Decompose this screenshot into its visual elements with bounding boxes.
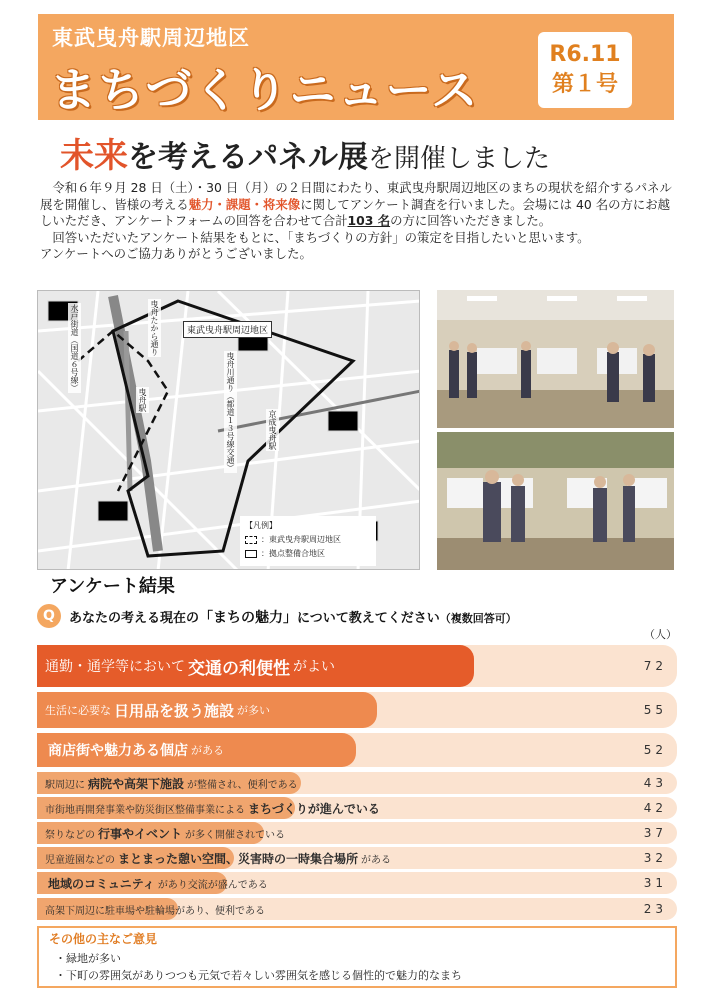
- intro-text: [40, 180, 676, 263]
- survey-bar-value: 43: [643, 776, 667, 790]
- issue-number: 第１号: [551, 72, 618, 97]
- survey-bar-label: 駅周辺に 病院や高架下施設 が整備され、便利である: [45, 776, 298, 791]
- legend-item-district: ：東武曳舟駅周辺地区: [245, 533, 371, 547]
- opinion-item: ・緑地が多い: [55, 952, 121, 965]
- survey-bar-row: [37, 822, 677, 844]
- survey-bar-row: [37, 847, 677, 869]
- unit-label: （人）: [644, 628, 677, 641]
- survey-bar-label: 祭りなどの 行事やイベント が多く開催されている: [45, 826, 286, 841]
- survey-bar-value: 31: [643, 876, 667, 890]
- opinion-item: ・下町の雰囲気がありつつも元気で若々しい雰囲気を感じる個性的で魅力的なまち: [55, 969, 462, 982]
- exhibition-photo-2: [437, 432, 674, 570]
- other-opinions-title: その他の主なご意見: [49, 932, 158, 946]
- intro-total-count: 103 名: [347, 213, 391, 228]
- intro-paragraph-2: 回答いただいたアンケート結果をもとに、「まちづくりの方針」の策定を目指したいと思います。: [40, 229, 590, 245]
- survey-bar-row: [37, 733, 677, 767]
- survey-bar-row: [37, 772, 677, 794]
- survey-bar-label: 商店街や魅力ある個店 がある: [48, 743, 224, 759]
- survey-bar-row: [37, 872, 677, 894]
- issue-badge: [536, 30, 634, 110]
- survey-bar-row: [37, 797, 677, 819]
- map-station-label-1: 曳舟駅: [138, 388, 147, 412]
- survey-bar-value: 42: [643, 801, 667, 815]
- issue-date: R6.11: [549, 42, 621, 67]
- map-legend: [240, 516, 376, 566]
- survey-bar-label: 児童遊園などの まとまった憩い空間、災害時の一時集合場所 がある: [45, 851, 392, 866]
- survey-bar-label: 高架下周辺に駐車場や駐輪場があり、便利である: [45, 905, 265, 917]
- survey-bar-value: 23: [643, 902, 667, 916]
- headline-tail: を開催しました: [368, 144, 551, 174]
- headline-accent: 未来: [60, 136, 128, 176]
- question-icon: Q: [37, 604, 61, 628]
- survey-question: [37, 604, 677, 628]
- map-road-label-3: 曳舟川通り（都道１３号線交通）: [226, 352, 235, 472]
- photo-illustration: [437, 432, 674, 570]
- survey-bar-label: 市街地再開発事業や防災街区整備事業による まちづくりが進んでいる: [45, 801, 380, 816]
- masthead-subtitle: 東武曳舟駅周辺地区: [52, 26, 250, 50]
- legend-item-hub: ：拠点整備合地区: [245, 547, 371, 561]
- survey-bar-row: [37, 692, 677, 728]
- survey-bar-row: [37, 645, 677, 687]
- survey-bar-label: 通勤・通学等において 交通の利便性 がよい: [45, 658, 335, 679]
- survey-section-title: アンケート結果: [50, 576, 175, 597]
- solid-line-icon: [245, 550, 257, 558]
- intro-paragraph-1: 令和６年９月 28 日（土）・30 日（月）の２日間にわたり、東武曳舟駅周辺地区のまちの現状を紹介するパネル展を開催し、皆様の考える魅力・課題・将来像に関してアンケート調査を行いました。会場には 40 名の方にお越しいただき、アンケートフォームの回答を合わせて合計103 名の方に回答いただきました。: [40, 180, 672, 228]
- intro-paragraph-3: アンケートへのご協力ありがとうございました。: [40, 246, 312, 261]
- map-district-label: 東武曳舟駅周辺地区: [183, 321, 272, 338]
- map-road-label-2: 曳舟たから通り: [150, 300, 159, 356]
- question-text: あなたの考える現在の「まちの魅力」について教えてください（複数回答可）: [69, 610, 517, 626]
- map-road-label-1: 水戸街道（国道６号線）: [70, 304, 79, 392]
- survey-bar-label: 生活に必要な 日用品を扱う施設 が多い: [45, 701, 271, 720]
- headline: [60, 128, 680, 176]
- legend-title: 【凡例】: [245, 521, 277, 530]
- intro-highlight: 魅力・課題・将来像: [188, 196, 301, 212]
- other-opinions-box: [37, 926, 677, 988]
- survey-bar-label: 地域のコミュニティ があり交流が盛んである: [48, 876, 268, 891]
- photo-illustration: [437, 290, 674, 428]
- dashed-line-icon: [245, 536, 257, 544]
- survey-bar-value: 32: [643, 851, 667, 865]
- survey-bar-value: 52: [643, 743, 667, 757]
- survey-bar-row: [37, 898, 677, 920]
- masthead-title: まちづくりニュース: [50, 63, 480, 117]
- map-station-label-2: 京成曳舟駅: [268, 410, 277, 450]
- survey-bar-value: 72: [643, 659, 667, 673]
- headline-main: を考えるパネル展: [128, 140, 368, 175]
- survey-bar-value: 55: [643, 703, 667, 717]
- other-opinions-list: [55, 950, 462, 984]
- survey-bar-value: 37: [643, 826, 667, 840]
- exhibition-photo-1: [437, 290, 674, 428]
